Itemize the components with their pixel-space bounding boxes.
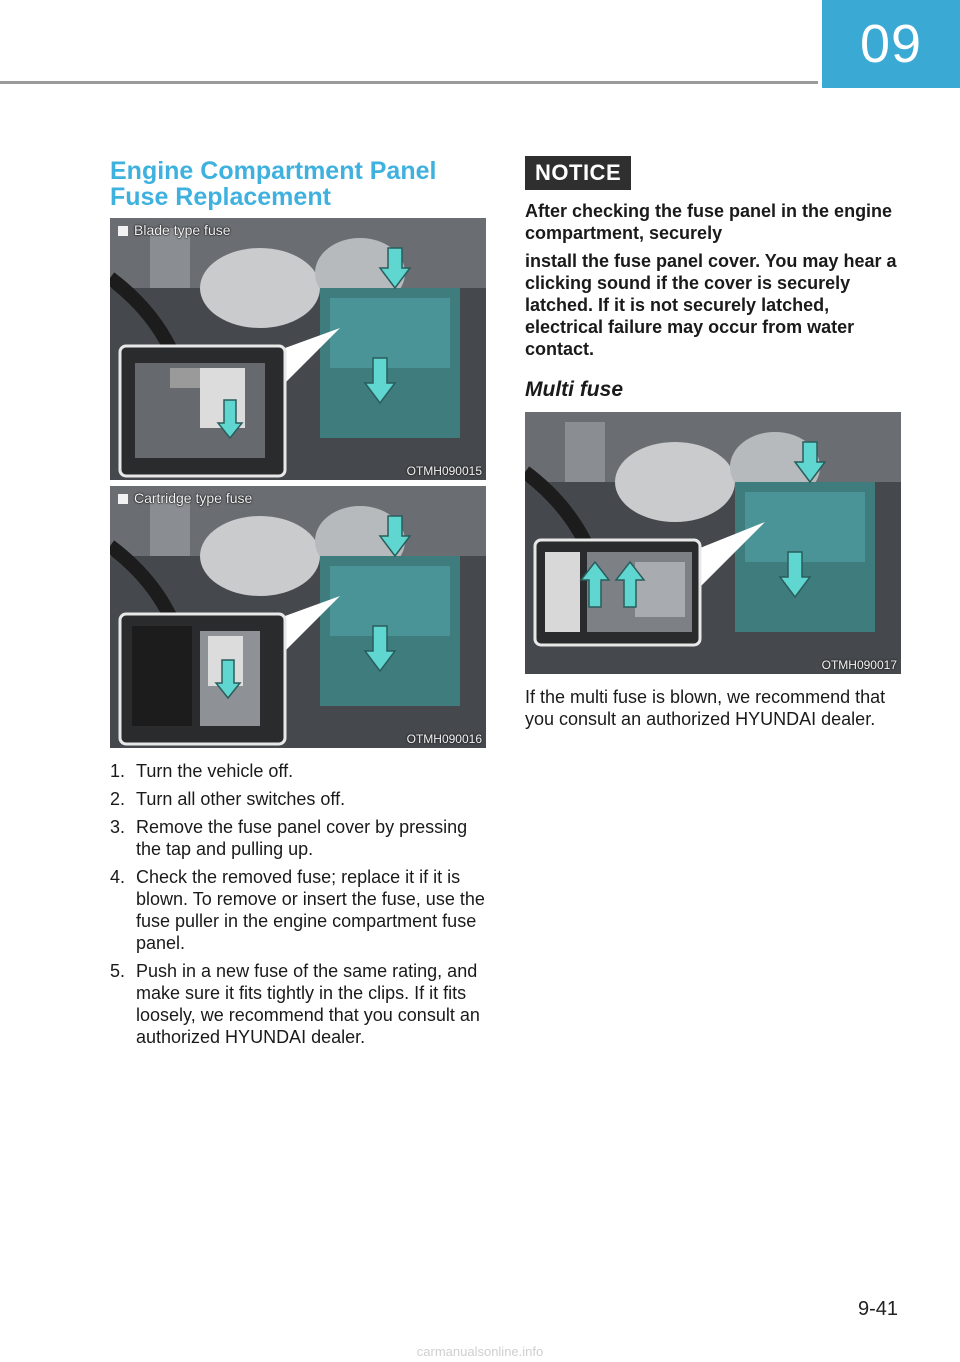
- chapter-tab: 09: [822, 0, 960, 88]
- square-bullet-icon: [118, 226, 128, 236]
- notice-badge: NOTICE: [525, 156, 631, 190]
- list-item: 4. Check the removed fuse; replace it if it is blown. To remove or insert the fuse, use the fuse puller in the engine compartment fuse panel.: [110, 867, 485, 953]
- square-bullet-icon: [118, 494, 128, 504]
- multi-fuse-heading: Multi fuse: [525, 378, 623, 401]
- figure-code: OTMH090017: [821, 658, 897, 672]
- list-item: 5. Push in a new fuse of the same rating, and make sure it fits tightly in the clips. If it fits loosely, we recommend that you consult an authorized HYUNDAI dealer.: [110, 961, 480, 1047]
- figure-caption: Cartridge type fuse: [118, 490, 252, 506]
- right-column: [525, 156, 903, 730]
- engine-photo-illustration: [525, 412, 901, 674]
- engine-photo-illustration: [110, 218, 486, 480]
- notice-paragraph: After checking the fuse panel in the engine compartment, securely: [525, 201, 893, 243]
- figure-cartridge-fuse: [110, 486, 486, 748]
- procedure-steps: [110, 760, 488, 1048]
- figure-caption: Blade type fuse: [118, 222, 231, 238]
- figure-code: OTMH090015: [406, 464, 482, 478]
- engine-photo-illustration: [110, 486, 486, 748]
- figure-code: OTMH090016: [406, 732, 482, 746]
- figure-multi-fuse: [525, 412, 901, 674]
- list-item: 2. Turn all other switches off.: [110, 789, 346, 809]
- notice-text: [525, 200, 903, 360]
- notice-paragraph: install the fuse panel cover. You may hear a clicking sound if the cover is securely latched. If it is not securely latched, electrical failure may occur from water contact.: [525, 251, 897, 359]
- figure-blade-fuse: [110, 218, 486, 480]
- list-item: 3. Remove the fuse panel cover by pressing the tap and pulling up.: [110, 817, 468, 859]
- page-number: 9-41: [857, 1298, 898, 1320]
- multi-fuse-text: If the multi fuse is blown, we recommend that you consult an authorized HYUNDAI dealer.: [525, 687, 886, 729]
- list-item: 1. Turn the vehicle off.: [110, 761, 294, 781]
- header-rule: [0, 81, 818, 84]
- watermark: carmanualsonline.info: [416, 1344, 544, 1359]
- section-title: Engine Compartment Panel Fuse Replacement: [110, 157, 437, 211]
- left-column: [110, 158, 488, 1054]
